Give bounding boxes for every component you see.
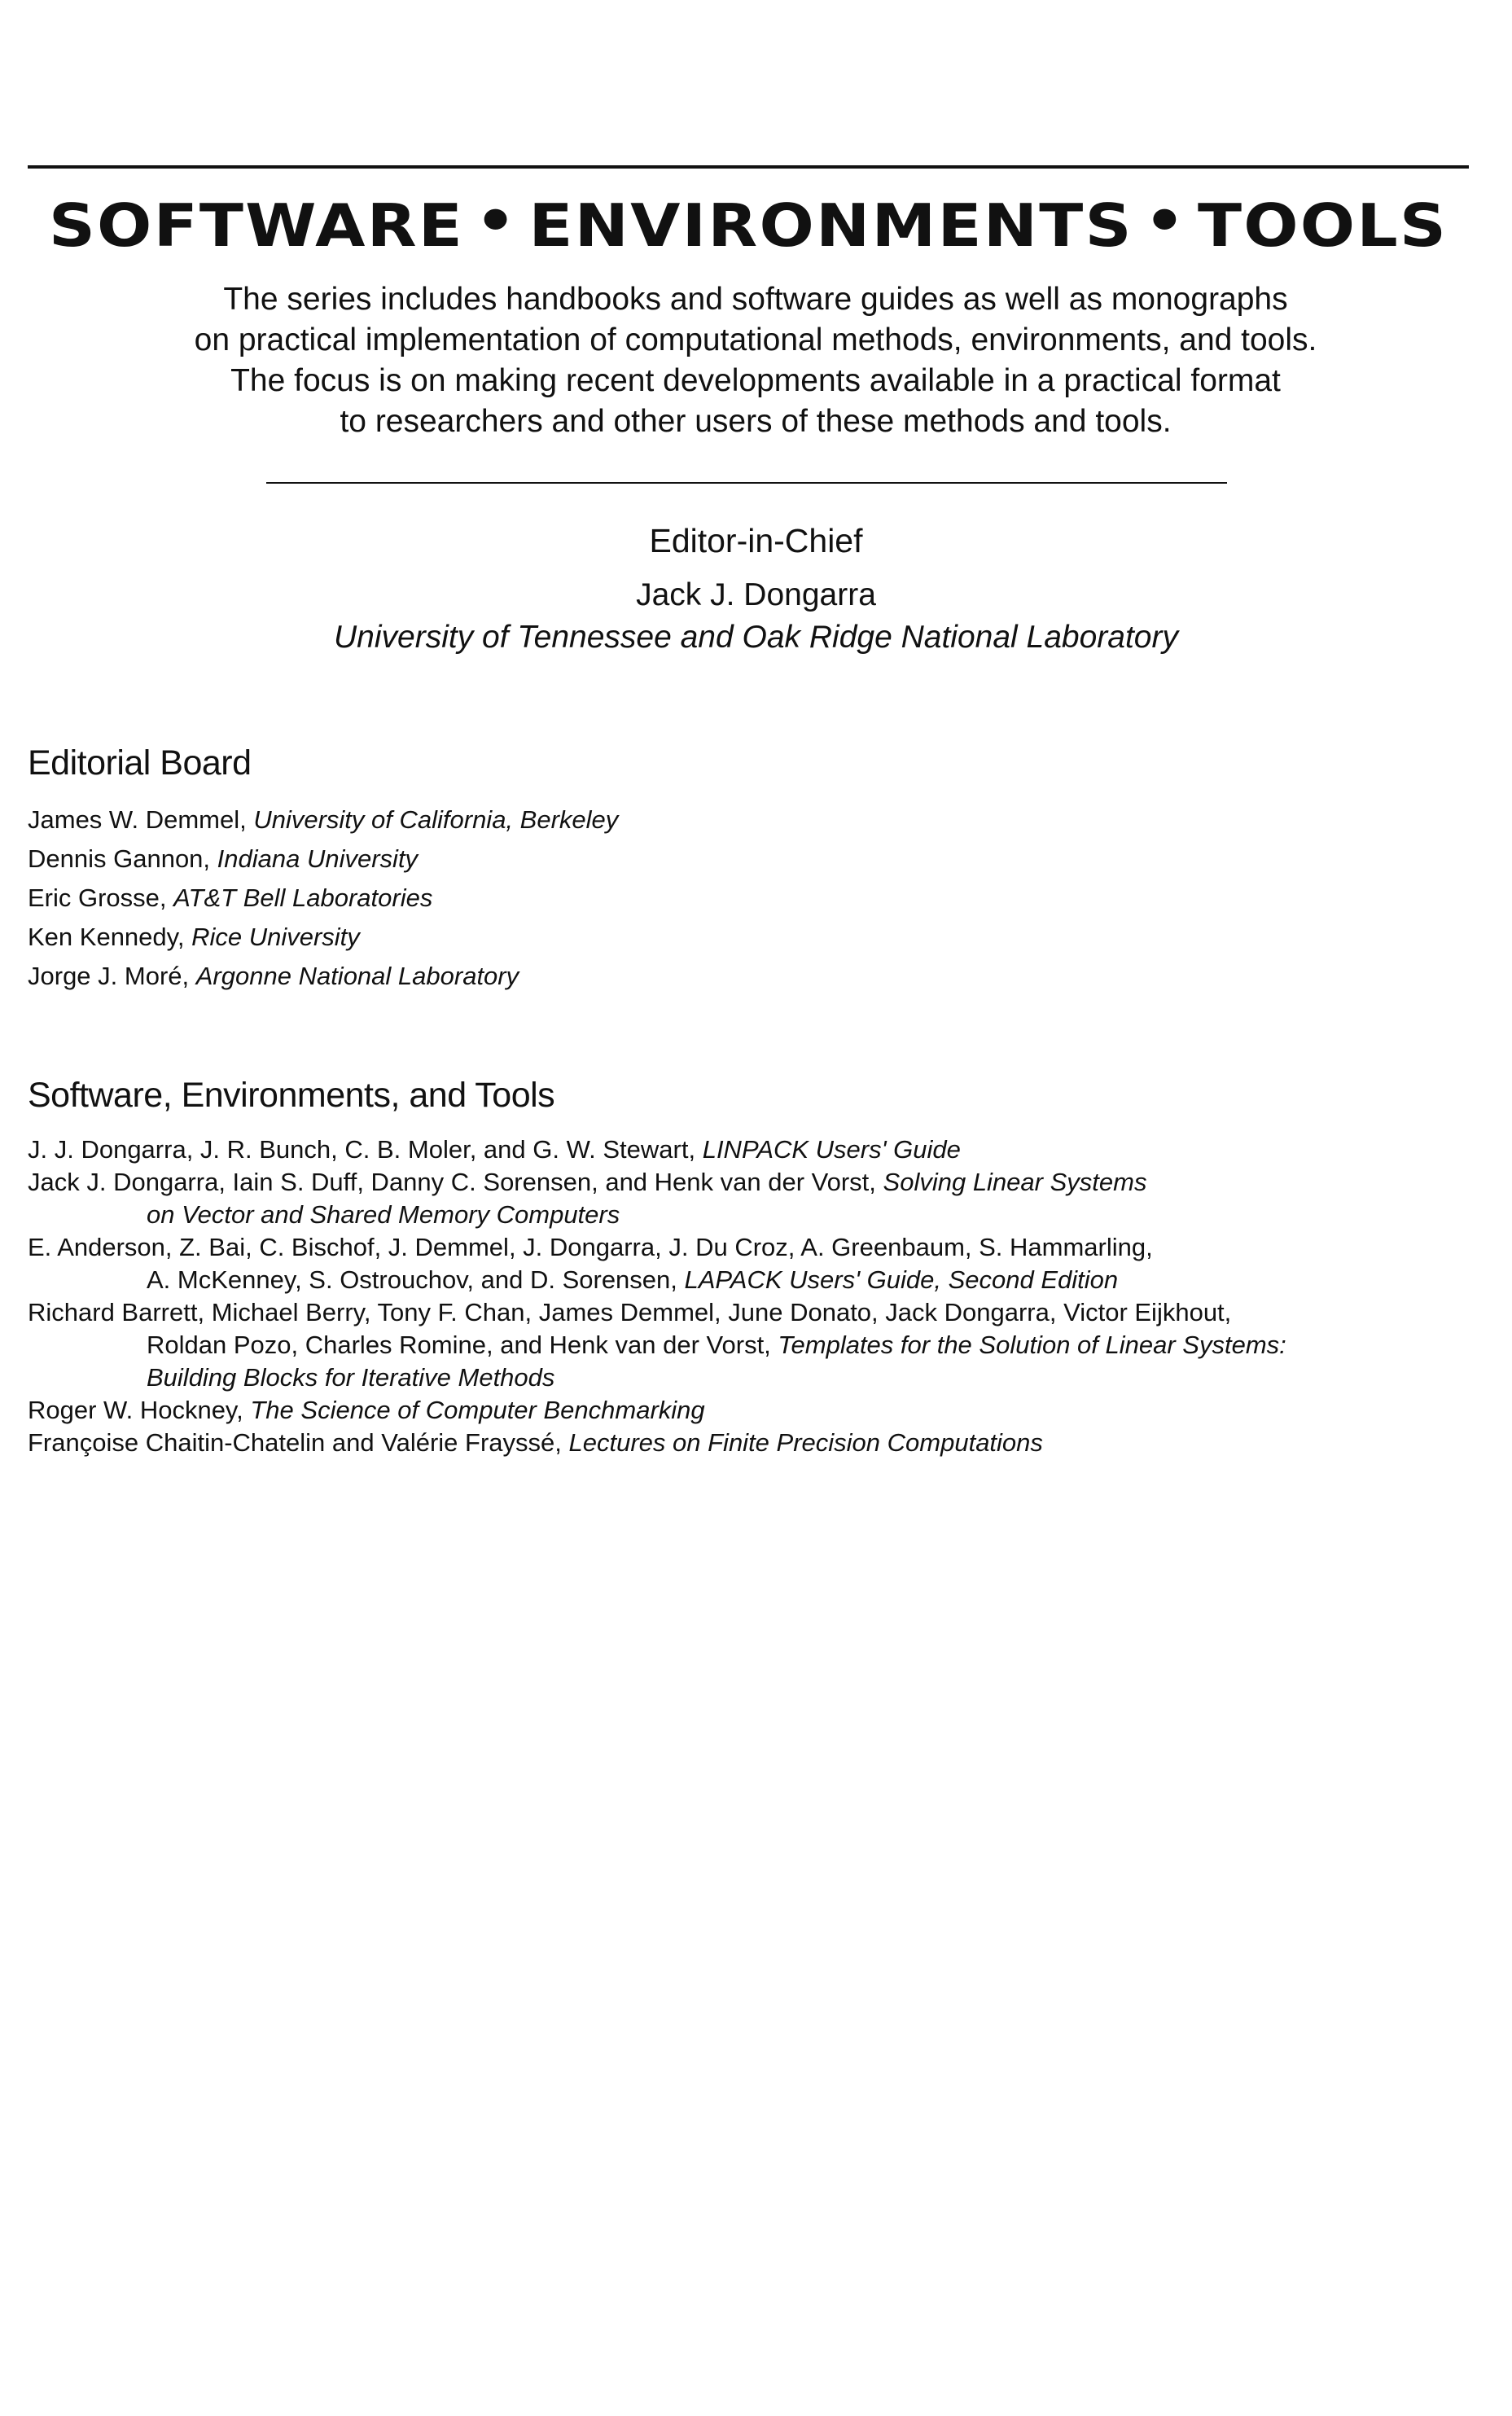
book-entry <box>28 1427 1485 1459</box>
book-authors: Jack J. Dongarra, Iain S. Duff, Danny C. Sorensen, and Henk van der Vorst, <box>28 1168 883 1196</box>
book-authors: Roger W. Hockney, <box>28 1396 251 1424</box>
book-title: LAPACK Users' Guide, Second Edition <box>684 1265 1119 1294</box>
title-separator-dot: • <box>1143 186 1187 255</box>
member-affiliation: Indiana University <box>217 844 419 873</box>
description-line: The series includes handbooks and software guides as well as monographs <box>223 282 1288 317</box>
books-heading: Software, Environments, and Tools <box>28 1076 555 1115</box>
series-title <box>0 186 1512 262</box>
books-list <box>28 1133 1485 1459</box>
member-name: Ken Kennedy, <box>28 923 192 951</box>
book-authors-more: Roldan Pozo, Charles Romine, and Henk van der Vorst, <box>147 1331 778 1359</box>
book-authors-continued <box>28 1264 1485 1296</box>
board-member <box>28 957 618 996</box>
series-title-environments: ENVIRONMENTS <box>528 191 1133 260</box>
member-name: Eric Grosse, <box>28 884 174 912</box>
book-entry <box>28 1133 1485 1166</box>
book-authors: Richard Barrett, Michael Berry, Tony F. Chan, James Demmel, June Donato, Jack Dongarra, Victor Eijkhout, <box>28 1298 1232 1326</box>
book-title: Templates for the Solution of Linear Systems: <box>778 1331 1286 1359</box>
book-authors: Françoise Chaitin-Chatelin and Valérie Frayssé, <box>28 1428 569 1457</box>
book-authors: J. J. Dongarra, J. R. Bunch, C. B. Moler, and G. W. Stewart, <box>28 1135 703 1164</box>
editor-in-chief-affiliation: University of Tennessee and Oak Ridge National Laboratory <box>334 620 1178 655</box>
board-member <box>28 840 618 879</box>
book-title-continued: on Vector and Shared Memory Computers <box>147 1200 620 1229</box>
book-title: LINPACK Users' Guide <box>702 1135 961 1164</box>
editor-in-chief-heading: Editor-in-Chief <box>649 522 863 559</box>
book-entry <box>28 1296 1485 1394</box>
series-title-tools: TOOLS <box>1197 191 1448 260</box>
board-member <box>28 800 618 840</box>
book-entry <box>28 1394 1485 1427</box>
description-line: on practical implementation of computational methods, environments, and tools. <box>194 322 1317 357</box>
title-separator-dot: • <box>475 186 519 255</box>
editor-in-chief-name: Jack J. Dongarra <box>636 577 876 612</box>
book-title: Lectures on Finite Precision Computations <box>568 1428 1043 1457</box>
book-entry <box>28 1166 1485 1231</box>
member-affiliation: Argonne National Laboratory <box>195 962 519 990</box>
member-name: Dennis Gannon, <box>28 844 217 873</box>
top-rule <box>28 165 1469 169</box>
book-authors-continued <box>28 1329 1485 1361</box>
book-title: Solving Linear Systems <box>883 1168 1147 1196</box>
book-authors-more: A. McKenney, S. Ostrouchov, and D. Sorensen, <box>147 1265 685 1294</box>
editorial-board-heading: Editorial Board <box>28 743 252 783</box>
board-member <box>28 879 618 918</box>
series-title-software: SOFTWARE <box>48 191 465 260</box>
member-name: James W. Demmel, <box>28 805 254 834</box>
member-affiliation: University of California, Berkeley <box>253 805 619 834</box>
book-title: The Science of Computer Benchmarking <box>250 1396 705 1424</box>
member-name: Jorge J. Moré, <box>28 962 196 990</box>
book-authors: E. Anderson, Z. Bai, C. Bischof, J. Demmel, J. Dongarra, J. Du Croz, A. Greenbaum, S. Hammarling, <box>28 1233 1153 1261</box>
series-description <box>49 279 1462 442</box>
description-line: The focus is on making recent developments available in a practical format <box>230 363 1281 398</box>
section-divider <box>266 482 1227 484</box>
book-title-continued: Building Blocks for Iterative Methods <box>147 1363 555 1392</box>
book-entry <box>28 1231 1485 1296</box>
description-line: to researchers and other users of these methods and tools. <box>340 404 1172 439</box>
member-affiliation: Rice University <box>191 923 360 951</box>
member-affiliation: AT&T Bell Laboratories <box>173 884 433 912</box>
editorial-board-list <box>28 800 618 996</box>
board-member <box>28 918 618 957</box>
